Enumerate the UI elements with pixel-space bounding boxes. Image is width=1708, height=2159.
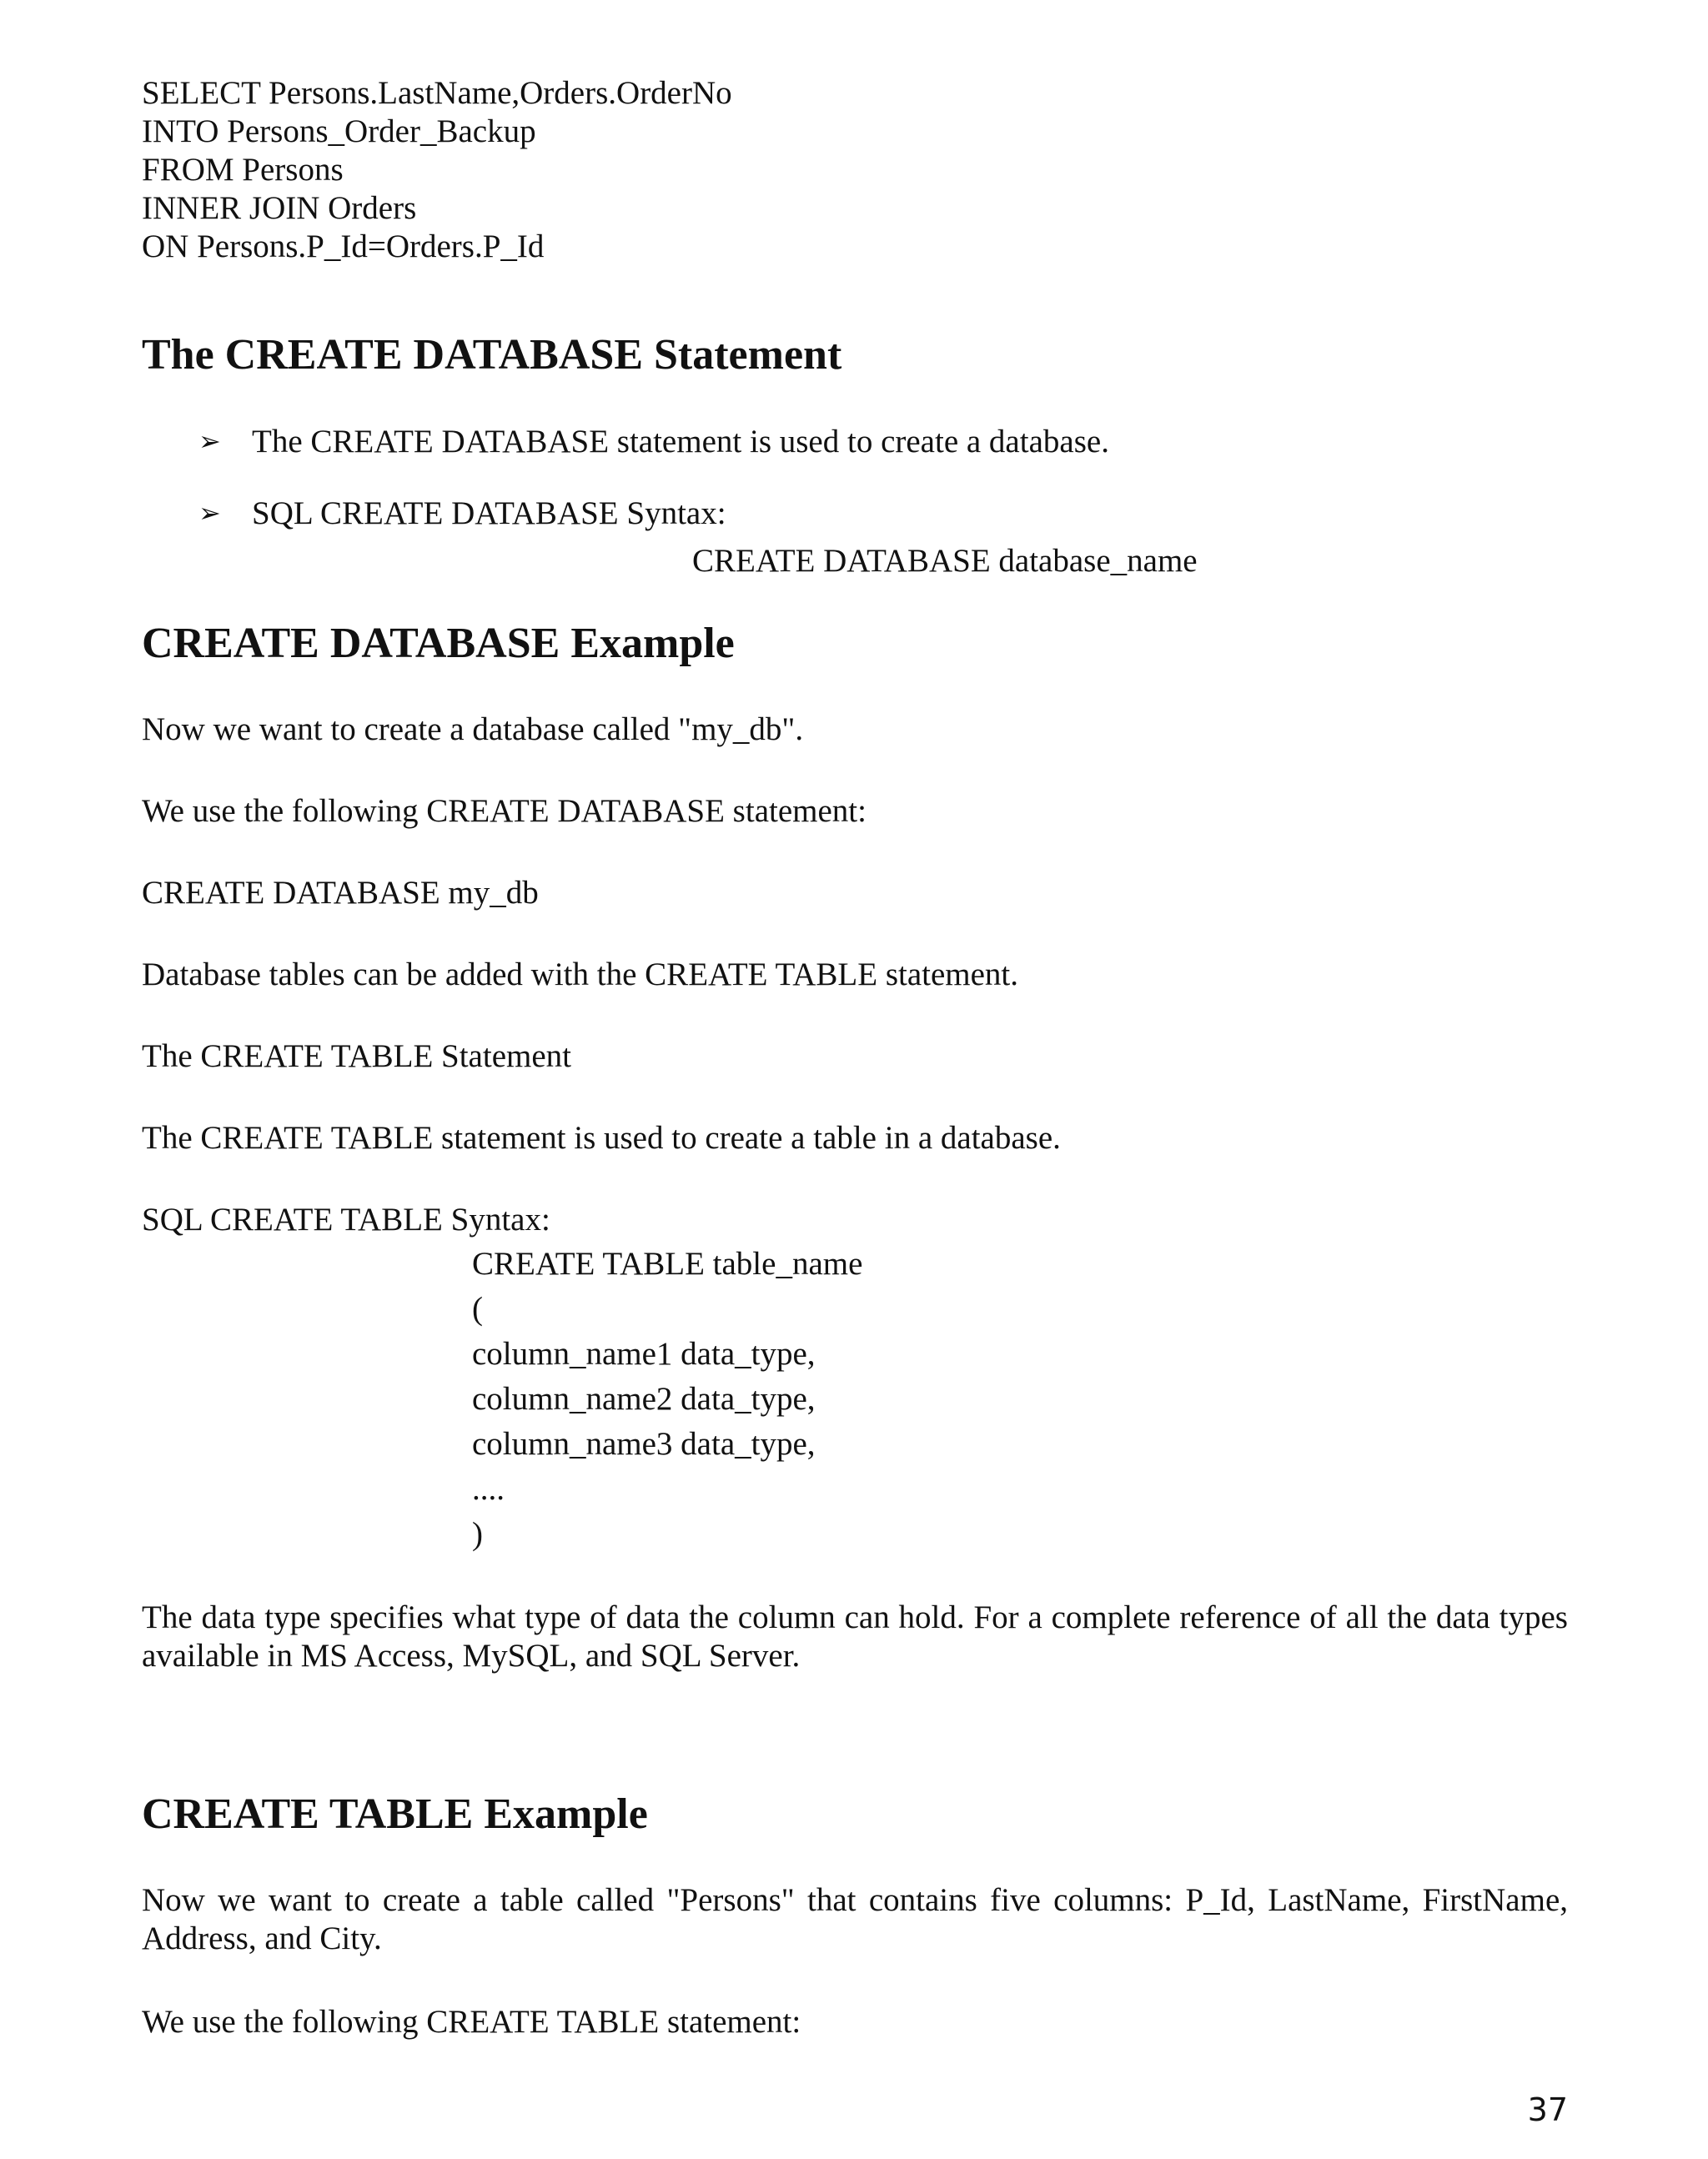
paragraph: Now we want to create a table called "Persons" that contains five columns: P_Id, LastName, FirstName, Address, and City. <box>142 1882 1568 1956</box>
syntax-line: column_name2 data_type, <box>472 1381 816 1417</box>
query-line: INNER JOIN Orders <box>142 190 417 226</box>
query-line: ON Persons.P_Id=Orders.P_Id <box>142 228 545 264</box>
paragraph: Database tables can be added with the CREATE TABLE statement. <box>142 956 1019 992</box>
heading-create-database-statement: The CREATE DATABASE Statement <box>142 331 842 379</box>
paragraph: We use the following CREATE TABLE statement: <box>142 2004 801 2040</box>
page-number: 37 <box>1527 2091 1568 2128</box>
heading-create-table-example: CREATE TABLE Example <box>142 1790 648 1838</box>
syntax-label: SQL CREATE TABLE Syntax: <box>142 1202 550 1238</box>
code-line: CREATE DATABASE my_db <box>142 875 539 911</box>
bullet-text: SQL CREATE DATABASE Syntax: <box>252 495 726 531</box>
syntax-line: column_name3 data_type, <box>472 1426 816 1462</box>
query-line: SELECT Persons.LastName,Orders.OrderNo <box>142 75 732 111</box>
syntax-line: .... <box>472 1471 505 1507</box>
syntax-line: ) <box>472 1516 483 1552</box>
paragraph: We use the following CREATE DATABASE statement: <box>142 793 867 829</box>
paragraph: The CREATE TABLE statement is used to create a table in a database. <box>142 1120 1061 1156</box>
bullet-item <box>198 422 1109 461</box>
syntax-line: column_name1 data_type, <box>472 1336 816 1372</box>
paragraph: Now we want to create a database called "my_db". <box>142 711 804 747</box>
heading-create-database-example: CREATE DATABASE Example <box>142 620 735 667</box>
syntax-line: ( <box>472 1291 483 1327</box>
create-database-syntax: CREATE DATABASE database_name <box>692 543 1198 579</box>
data-type-note: The data type specifies what type of data the column can hold. For a complete reference of all the data types available in MS Access, MySQL, and SQL Server. <box>142 1599 1568 1674</box>
document-page <box>142 0 1568 2159</box>
paragraph: The CREATE TABLE Statement <box>142 1038 571 1074</box>
arrow-bullet-icon: ➢ <box>198 425 221 457</box>
query-line: FROM Persons <box>142 152 344 188</box>
bullet-text: The CREATE DATABASE statement is used to create a database. <box>252 424 1109 459</box>
query-line: INTO Persons_Order_Backup <box>142 113 536 149</box>
syntax-line: CREATE TABLE table_name <box>472 1246 863 1282</box>
arrow-bullet-icon: ➢ <box>198 497 221 529</box>
bullet-item <box>198 494 726 533</box>
